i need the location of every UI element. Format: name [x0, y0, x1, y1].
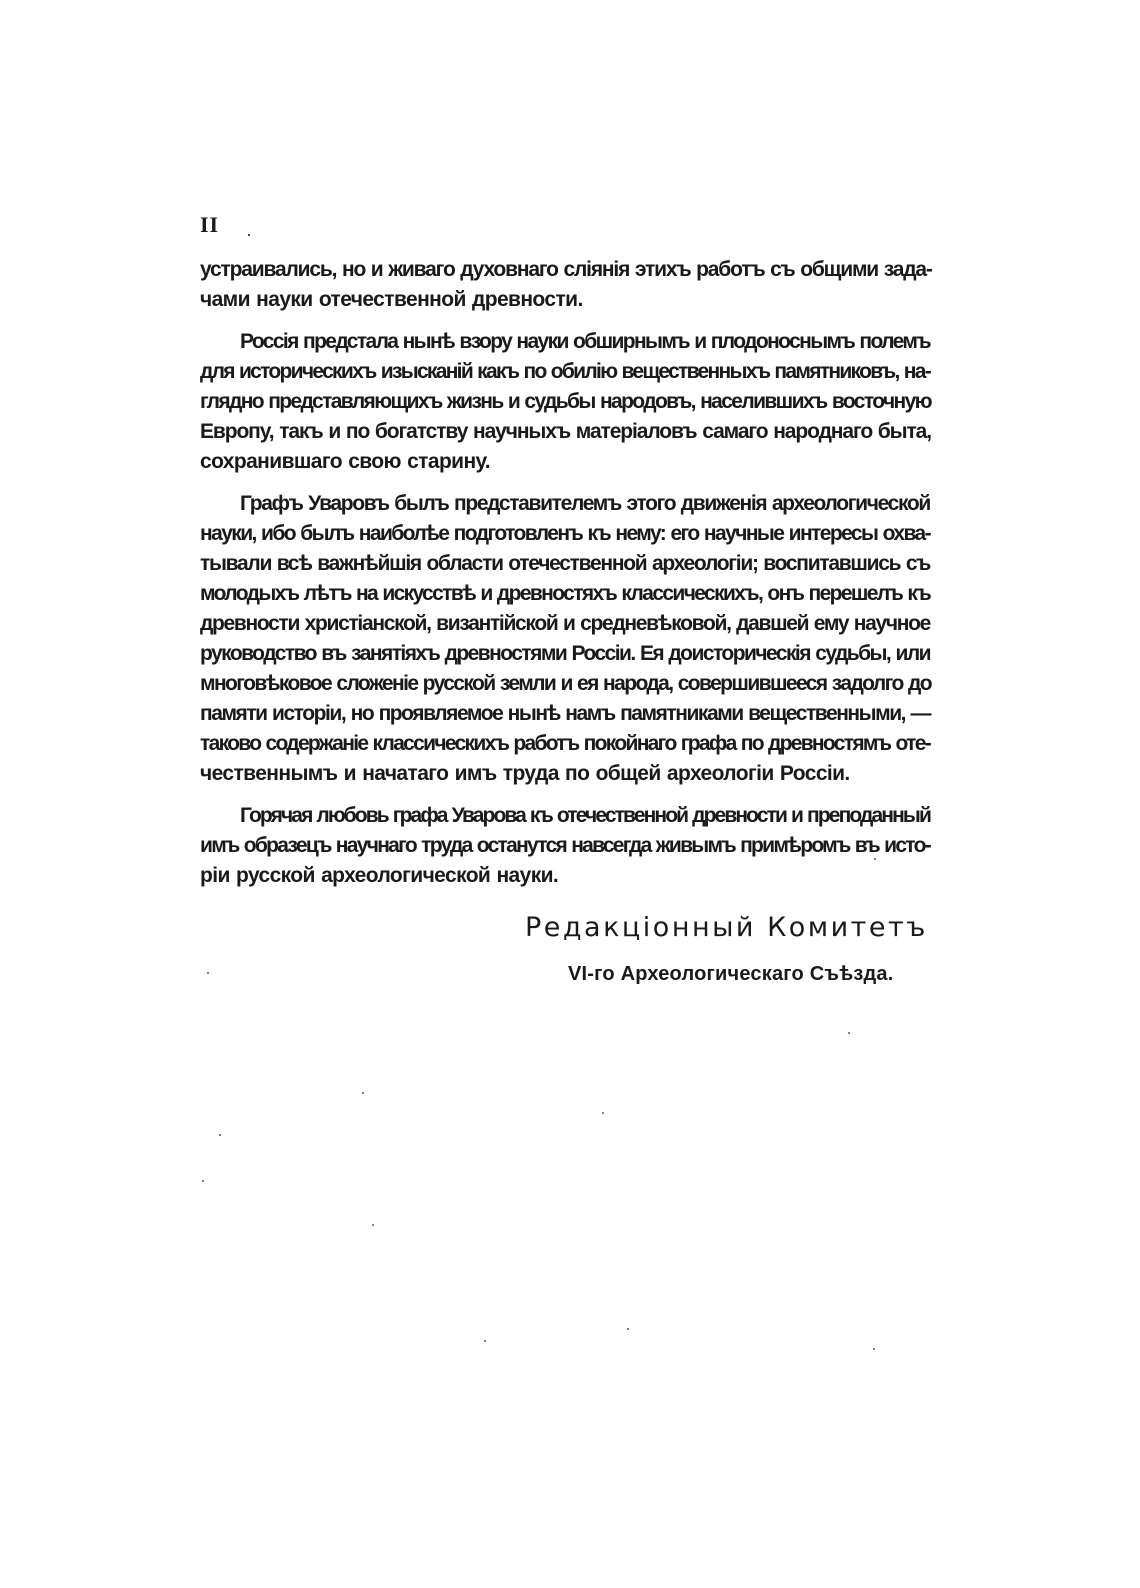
paragraph-2	[200, 327, 930, 477]
text-line: сохранившаго свою старину.	[200, 450, 491, 473]
print-speck	[627, 1328, 629, 1330]
text-line: глядно представляющихъ жизнь и судьбы народовъ, населившихъ восточную	[200, 390, 932, 413]
paragraph-4	[200, 801, 930, 891]
text-line: науки, ибо былъ наиболѣе подготовленъ къ нему: его научные интересы охва-	[200, 522, 930, 545]
print-speck	[202, 1180, 204, 1182]
text-line: чественнымъ и начатаго имъ труда по общей археологіи Россіи.	[200, 762, 850, 785]
text-line: для историческихъ изысканій какъ по обилію вещественныхъ памятниковъ, на-	[200, 360, 930, 383]
print-speck	[219, 1134, 221, 1136]
text-line: Европу, такъ и по богатству научныхъ матеріаловъ самаго народнаго быта,	[200, 420, 931, 443]
print-speck	[248, 234, 250, 236]
paragraph-3	[200, 489, 930, 789]
text-line: имъ образецъ научнаго труда останутся навсегда живымъ примѣромъ въ исто-	[200, 834, 930, 857]
text-line: ріи русской археологической науки.	[200, 864, 559, 887]
text-line: молодыхъ лѣтъ на искусствѣ и древностяхъ классическихъ, онъ перешелъ къ	[200, 582, 930, 605]
print-speck	[874, 858, 876, 860]
text-line: древности христіанской, византійской и средневѣковой, давшей ему научное	[200, 612, 930, 635]
print-speck	[362, 1092, 364, 1094]
print-speck	[873, 1348, 875, 1350]
body-text	[200, 255, 930, 903]
print-speck	[848, 1032, 850, 1034]
print-speck	[484, 1340, 486, 1342]
print-speck	[207, 972, 209, 974]
page-number: II	[200, 212, 220, 237]
signature-title: Редакціонный Комитетъ	[525, 912, 928, 943]
text-line: устраивались, но и живаго духовнаго сліянія этихъ работъ съ общими зада-	[200, 258, 932, 281]
text-line: многовѣковое сложеніе русской земли и ея народа, совершившееся задолго до	[200, 672, 931, 695]
text-line: тывали всѣ важнѣйшія области отечественной археологіи; воспитавшись съ	[200, 552, 930, 575]
print-speck	[372, 1224, 374, 1226]
print-speck	[602, 1112, 604, 1114]
text-line: Горячая любовь графа Уварова къ отечественной древности и преподанный	[240, 804, 930, 827]
text-line: памяти исторіи, но проявляемое нынѣ намъ памятниками вещественными, —	[200, 702, 930, 725]
text-line: Россія предстала нынѣ взору науки обширнымъ и плодоноснымъ полемъ	[240, 330, 930, 353]
text-line: таково содержаніе классическихъ работъ покойнаго графа по древностямъ оте-	[200, 732, 930, 755]
paragraph-1	[200, 255, 930, 315]
signature-subtitle: VI-го Археологическаго Съѣзда.	[568, 963, 894, 985]
text-line: чами науки отечественной древности.	[200, 288, 583, 311]
text-line: руководство въ занятіяхъ древностями Россіи. Ея доисторическія судьбы, или	[200, 642, 930, 665]
text-line: Графъ Уваровъ былъ представителемъ этого движенія археологической	[240, 492, 930, 515]
